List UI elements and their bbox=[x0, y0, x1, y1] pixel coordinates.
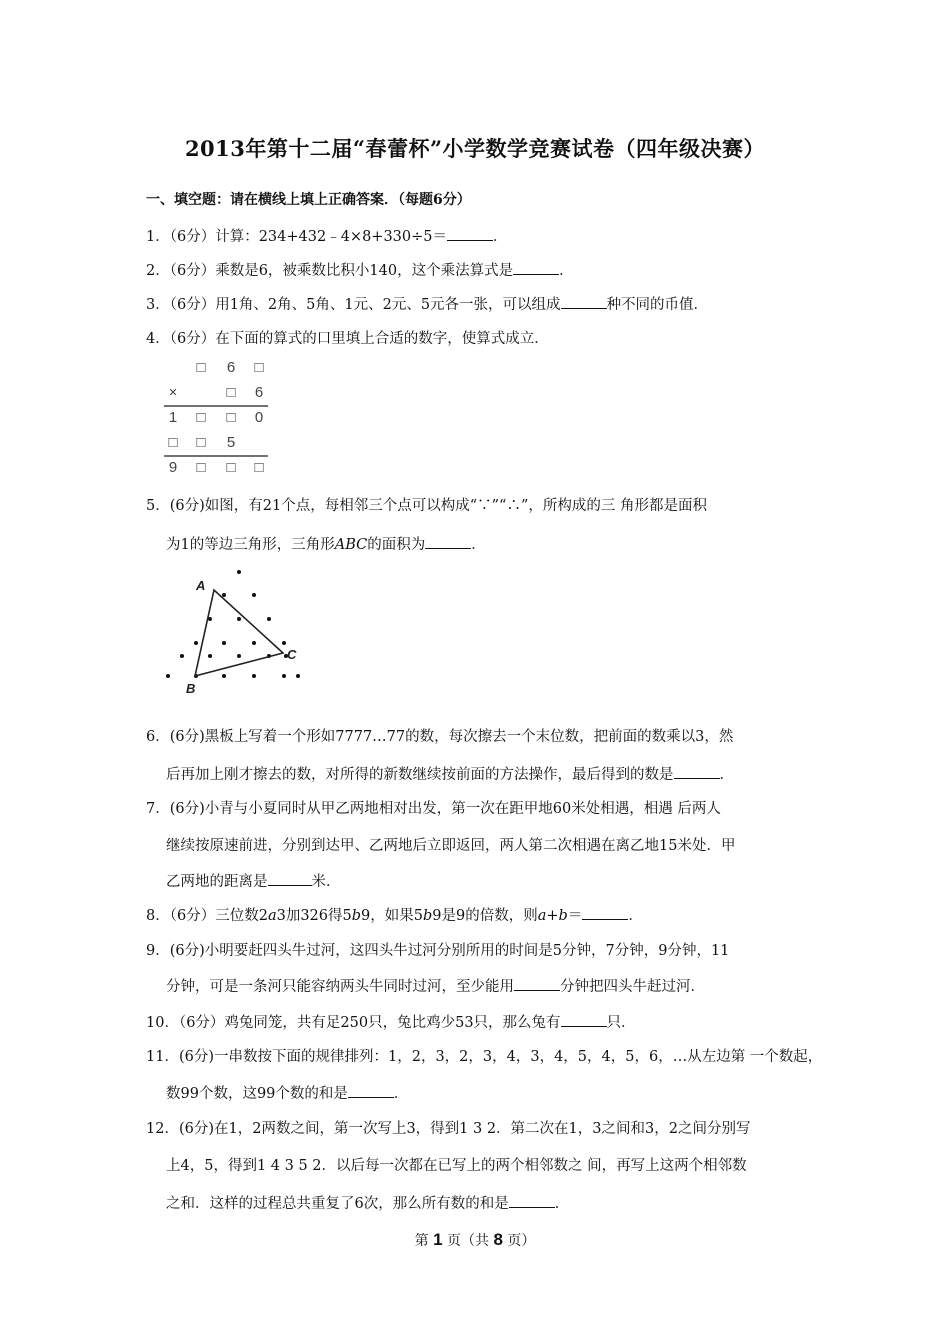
fig-cell: □ bbox=[226, 459, 236, 476]
answer-blank[interactable] bbox=[268, 873, 312, 886]
question-9-line-1: 9．(6分)小明要赶四头牛过河，这四头牛过河分别所用的时间是5分钟，7分钟，9分钟，11 bbox=[146, 943, 730, 959]
question-7-line-2: 继续按原速前进，分别到达甲、乙两地后立即返回，两人第二次相遇在离乙地15米处．甲 bbox=[166, 838, 736, 854]
fig-cell: □ bbox=[168, 434, 178, 451]
q5-dot-triangle-figure bbox=[160, 560, 320, 700]
fig-cell: □ bbox=[196, 409, 206, 426]
fig-cell: □ bbox=[196, 434, 206, 451]
question-5-line-2: 为1的等边三角形，三角形ABC的面积为 ． bbox=[166, 537, 486, 553]
answer-blank[interactable] bbox=[447, 228, 493, 241]
page-title: 2013年第十二届“春蕾杯”小学数学竞赛试卷（四年级决赛） bbox=[184, 136, 766, 161]
page-footer: 第 1 页（共 8 页） bbox=[414, 1230, 536, 1249]
question-7-line-3: 乙两地的距离是 米． bbox=[166, 874, 341, 890]
answer-blank[interactable] bbox=[561, 1014, 607, 1027]
q4-multiplication-figure bbox=[164, 355, 284, 480]
answer-blank[interactable] bbox=[561, 296, 607, 309]
vertex-label-c: C bbox=[287, 647, 297, 662]
question-8: 8．（6分）三位数2a3加326得5b9，如果5b9是9的倍数，则a+b＝ ． bbox=[146, 908, 643, 924]
question-6-line-1: 6．(6分)黑板上写着一个形如7777…77的数，每次擦去一个末位数，把前面的数乘以3，然 bbox=[146, 729, 734, 745]
question-9-line-2: 分钟，可是一条河只能容纳两头牛同时过河，至少能用 分钟把四头牛赶过河． bbox=[166, 979, 705, 995]
answer-blank[interactable] bbox=[514, 978, 560, 991]
question-6-line-2: 后再加上刚才擦去的数，对所得的新数继续按前面的方法操作，最后得到的数是 ． bbox=[166, 767, 734, 783]
page-number: 1 bbox=[433, 1230, 443, 1249]
question-11-line-2: 数99个数，这99个数的和是 ． bbox=[166, 1086, 409, 1102]
fig-cell: □ bbox=[254, 359, 264, 376]
fig-cell: □ bbox=[226, 384, 236, 401]
answer-blank[interactable] bbox=[513, 262, 559, 275]
question-1: 1．（6分）计算：234+432﹣4×8+330÷5＝ ． bbox=[146, 229, 508, 245]
question-12-line-2: 上4，5，得到1 4 3 5 2．以后每一次都在已写上的两个相邻数之 间，再写上这两个相邻数 bbox=[166, 1158, 747, 1174]
question-2: 2．（6分）乘数是6，被乘数比积小140，这个乘法算式是 ． bbox=[146, 263, 574, 279]
fig-cell: 9 bbox=[168, 459, 178, 476]
question-10: 10．（6分）鸡兔同笼，共有足250只，兔比鸡少53只，那么兔有 只． bbox=[146, 1015, 636, 1031]
question-4: 4．（6分）在下面的算式的口里填上合适的数字，使算式成立． bbox=[146, 331, 549, 347]
question-7-line-1: 7．(6分)小青与小夏同时从甲乙两地相对出发，第一次在距甲地60米处相遇，相遇 后两人 bbox=[146, 801, 721, 817]
fig-cell: 6 bbox=[226, 359, 236, 376]
fig-operator: × bbox=[168, 384, 178, 401]
answer-blank[interactable] bbox=[348, 1085, 394, 1098]
fig-cell: 0 bbox=[254, 409, 264, 426]
fig-cell: 5 bbox=[226, 434, 236, 451]
page-total: 8 bbox=[493, 1230, 503, 1249]
fig-cell: □ bbox=[226, 409, 236, 426]
question-5-line-1: 5．(6分)如图，有21个点，每相邻三个点可以构成“∵”“∴”，所构成的三 角形都是面积 bbox=[146, 498, 707, 514]
fig-cell: 1 bbox=[168, 409, 178, 426]
fig-cell: □ bbox=[254, 459, 264, 476]
question-11-line-1: 11．(6分)一串数按下面的规律排列：1，2，3，2，3，4，3，4，5，4，5，6，…从左边第 一个数起， bbox=[146, 1049, 823, 1065]
vertex-label-a: A bbox=[196, 578, 206, 593]
answer-blank[interactable] bbox=[509, 1195, 555, 1208]
question-12-line-3: 之和．这样的过程总共重复了6次，那么所有数的和是 ． bbox=[166, 1196, 570, 1212]
vertex-label-b: B bbox=[186, 681, 196, 696]
answer-blank[interactable] bbox=[425, 536, 471, 549]
question-12-line-1: 12．(6分)在1，2两数之间，第一次写上3，得到1 3 2．第二次在1，3之间和3，2之间分别写 bbox=[146, 1121, 751, 1137]
fig-cell: □ bbox=[196, 359, 206, 376]
question-3: 3．（6分）用1角、2角、5角、1元、2元、5元各一张，可以组成 种不同的币值． bbox=[146, 297, 709, 313]
section-heading: 一、填空题：请在横线上填上正确答案．（每题6分） bbox=[146, 192, 471, 208]
fig-cell: □ bbox=[196, 459, 206, 476]
fig-cell: 6 bbox=[254, 384, 264, 401]
answer-blank[interactable] bbox=[674, 766, 720, 779]
answer-blank[interactable] bbox=[582, 907, 628, 920]
